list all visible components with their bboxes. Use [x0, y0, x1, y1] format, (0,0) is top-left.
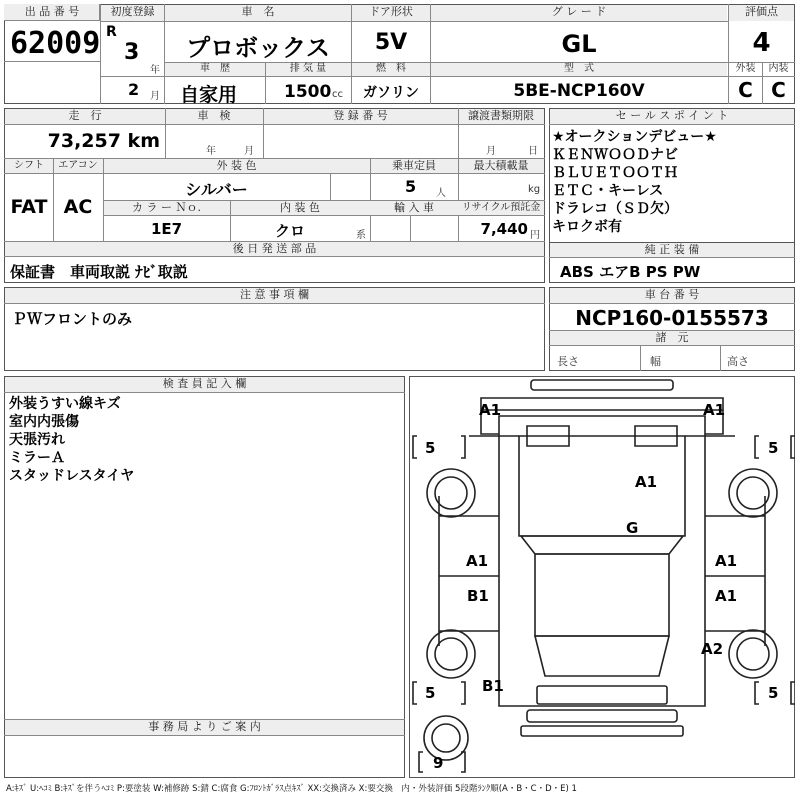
month-unit: 月 [150, 91, 160, 102]
mileage-label: 走 行 [68, 109, 102, 122]
import-label: 輸 入 車 [394, 201, 434, 214]
mark-right-rear-fender: A2 [701, 640, 724, 658]
chassis-number: NCP160-0155573 [575, 306, 769, 330]
reg-year: 3 [124, 40, 140, 65]
history-label: 車 歴 [200, 63, 230, 74]
inspector-notes [9, 395, 134, 485]
later-parts: 保証書 車両取説 ﾅﾋﾞ取説 [10, 263, 188, 281]
transfer-day-unit: 日 [528, 146, 538, 157]
selling-point-item: ＢＬＵＥＴＯＯＴＨ [552, 165, 678, 181]
mark-windshield: G [626, 519, 639, 537]
selling-point-item: ＥＴＣ・キーレス [552, 183, 664, 199]
history: 自家用 [180, 84, 238, 106]
reg-number-label: 登 録 番 号 [333, 109, 388, 122]
door-type: 5V [374, 30, 408, 55]
aircon: AC [63, 196, 93, 218]
office-label: 事 務 局 よ り ご 案 内 [148, 720, 261, 733]
recycle-label: リサイクル預託金 [461, 202, 541, 213]
tire-depth-rl: 5 [425, 684, 436, 702]
exterior-score: C [738, 78, 753, 102]
lot-number-label: 出 品 番 号 [24, 5, 80, 18]
inspector-line: ミラーＡ [9, 450, 65, 466]
inspector-line: 室内内張傷 [9, 414, 79, 430]
year-unit: 年 [150, 65, 160, 76]
later-parts-label: 後 日 発 送 部 品 [232, 242, 317, 255]
mileage: 73,257 km [47, 130, 160, 152]
capacity-unit: 人 [436, 188, 446, 199]
cc-unit: cc [332, 89, 343, 100]
fuel-label: 燃 料 [376, 63, 406, 74]
selling-point-item: ドラレコ（ＳＤ欠） [552, 201, 678, 217]
spare-tire-depth: 9 [433, 754, 444, 772]
inspector-line: 天張汚れ [9, 432, 65, 448]
mark-hood: A1 [635, 473, 658, 491]
shift: FAT [10, 196, 48, 218]
chassis-label: 車 台 番 号 [644, 288, 700, 301]
spare-tire-shape [424, 716, 468, 760]
overall-score: 4 [752, 28, 771, 58]
insp-month-unit: 月 [244, 146, 254, 157]
transfer-doc-label: 譲渡書類期限 [468, 109, 534, 122]
model-label: 型 式 [564, 63, 594, 74]
inspector-line: 外装うすい線キズ [9, 396, 121, 412]
era: R [106, 24, 117, 40]
exterior-color: シルバー [185, 180, 248, 199]
shift-label: シフト [14, 160, 44, 171]
insp-year-unit: 年 [206, 146, 216, 157]
color-number: 1E7 [150, 220, 183, 238]
lot-number: 62009 [10, 26, 101, 61]
grade: GL [561, 30, 597, 58]
capacity-label: 乗車定員 [392, 159, 436, 172]
mark-left-rear-fender: B1 [482, 677, 504, 695]
model-code: 5BE-NCP160V [513, 81, 645, 101]
windshield-shape [521, 536, 683, 554]
load-unit: kg [528, 184, 541, 195]
dimensions-label: 諸 元 [655, 331, 689, 344]
interior-color-unit: 系 [356, 230, 366, 241]
rear-bumper-shape [527, 710, 677, 722]
inspector-line: スタッドレスタイヤ [9, 468, 135, 484]
mark-front-right: A1 [703, 401, 726, 419]
mark-right-rear-door: A1 [715, 587, 738, 605]
selling-points-label: セ ー ル ス ポ イ ン ト [615, 109, 729, 122]
tire-depth-fr: 5 [768, 439, 779, 457]
first-reg-label: 初度登録 [110, 5, 155, 18]
interior-label: 内装 [768, 63, 789, 74]
exterior-label: 外装 [735, 63, 756, 74]
grade-label: グ レ ー ド [551, 5, 607, 18]
color-label: 外 装 色 [216, 159, 257, 172]
length-label: 長さ [557, 355, 579, 368]
inspector-label: 検 査 員 記 入 欄 [162, 377, 247, 390]
height-label: 高さ [727, 355, 749, 368]
legend: A:ｷｽﾞ U:ﾍｺﾐ B:ｷｽﾞを伴うﾍｺﾐ P:要塗装 W:補修跡 S:錆 C:腐食 G:ﾌﾛﾝﾄｶﾞﾗｽ点ｷｽﾞ XX:交換済み X:要交換 内・外装評価 5段階ﾗﾝｸ順(A・B・C・D・E) 1 [6, 784, 577, 794]
tire-depth-fl: 5 [425, 439, 436, 457]
mark-right-front-door: A1 [715, 552, 738, 570]
equipment: ABS エアB PS PW [560, 263, 701, 281]
displacement: 1500 [284, 82, 332, 102]
roof-shape [535, 554, 669, 636]
mark-front-left: A1 [479, 401, 502, 419]
capacity: 5 [405, 177, 417, 196]
tire-depth-rr: 5 [768, 684, 779, 702]
car-name-label: 車 名 [241, 5, 275, 18]
interior-color-label: 内 装 色 [280, 201, 320, 214]
transfer-month-unit: 月 [486, 146, 496, 157]
reg-month: 2 [128, 80, 140, 99]
fuel: ガソリン [363, 85, 419, 101]
displacement-label: 排 気 量 [289, 63, 327, 74]
body-outline-shape [499, 416, 705, 706]
car-damage-diagram [409, 376, 795, 778]
color-no-label: カ ラ ー Ｎｏ. [132, 201, 201, 214]
selling-point-item: ＫＥＮＷＯＯＤナビ [552, 147, 678, 163]
notes-label: 注 意 事 項 欄 [240, 288, 309, 301]
mark-left-front-door: A1 [466, 552, 489, 570]
recycle-fee: 7,440 [480, 220, 528, 238]
interior-score: C [771, 78, 786, 102]
notes-text: ＰＷフロントのみ [12, 310, 133, 328]
selling-point-item: キロクボ有 [552, 219, 622, 235]
score-label: 評価点 [745, 5, 778, 18]
door-label: ドア形状 [369, 5, 413, 18]
inspection-label: 車 検 [197, 109, 231, 122]
recycle-unit: 円 [530, 230, 540, 241]
equipment-label: 純 正 装 備 [644, 243, 700, 256]
ac-label: エアコン [58, 160, 98, 171]
car-name: プロボックス [186, 34, 330, 62]
mark-left-rear-door: B1 [467, 587, 489, 605]
interior-color: クロ [274, 222, 305, 240]
hood-shape [519, 436, 685, 536]
front-panel-shape [481, 398, 723, 410]
front-bumper-shape [531, 380, 673, 390]
max-load-label: 最大積載量 [473, 159, 529, 172]
selling-point-item: ★オークションデビュー★ [552, 129, 717, 145]
width-label: 幅 [650, 355, 661, 368]
selling-points-list [552, 128, 717, 236]
